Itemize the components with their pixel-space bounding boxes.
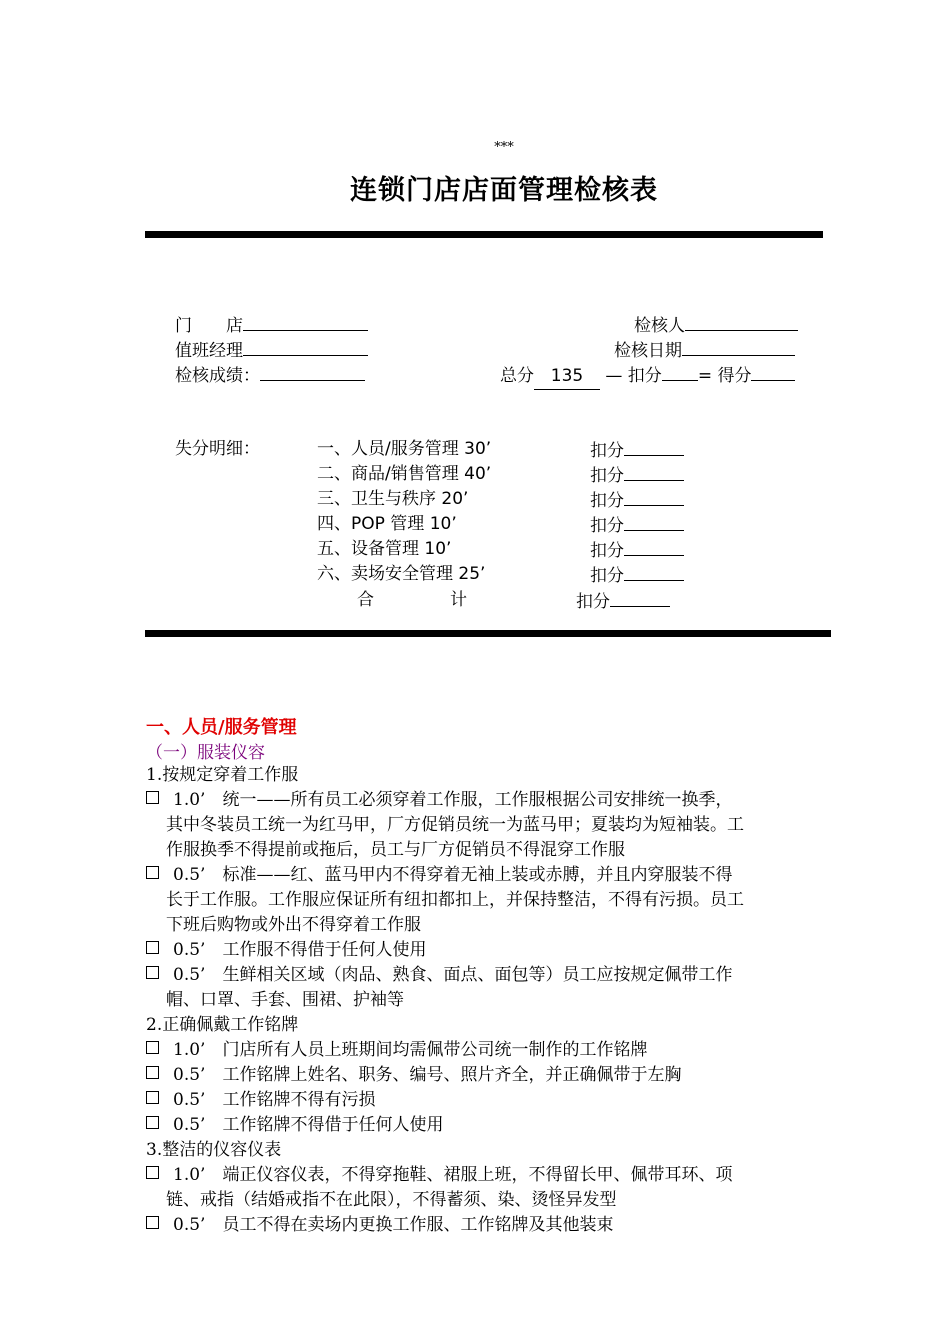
date-blank[interactable] [682, 337, 795, 356]
deduct-text: 扣分 [576, 592, 610, 612]
deduct-blank[interactable] [662, 362, 698, 381]
breakdown-item: 二、商品/销售管理 40’ [317, 464, 492, 484]
deduct-label: — 扣分 [605, 366, 662, 386]
breakdown-item: 三、卫生与秩序 20’ [317, 489, 469, 509]
group-heading: 2.正确佩戴工作铭牌 [146, 1015, 299, 1035]
deduct-text: 扣分 [590, 466, 624, 486]
checkbox[interactable] [146, 1091, 159, 1104]
breakdown-item: 四、POP 管理 10’ [317, 514, 457, 534]
breakdown-deduct [590, 487, 684, 514]
deduct-text: 扣分 [590, 441, 624, 461]
breakdown-deduct [590, 537, 684, 564]
middle-divider [145, 630, 831, 637]
header-stars: *** [494, 140, 514, 155]
breakdown-deduct [590, 512, 684, 539]
breakdown-item: 六、卖场安全管理 25’ [317, 564, 486, 584]
breakdown-total-deduct [576, 588, 670, 615]
deduct-blank[interactable] [624, 437, 684, 456]
inspector-blank[interactable] [685, 312, 798, 331]
subsection-title: （一）服装仪容 [146, 743, 265, 763]
deduct-text: 扣分 [590, 566, 624, 586]
date-field [614, 337, 795, 364]
group-heading: 3.整洁的仪容仪表 [146, 1140, 282, 1160]
item-text-cont: 长于工作服。工作服应保证所有纽扣都扣上，并保持整洁，不得有污损。员工 [166, 890, 744, 910]
result-blank[interactable] [260, 362, 365, 381]
total-label: 总分 [500, 366, 534, 386]
check-item [146, 788, 836, 863]
item-text: 1.0’ 端正仪容仪表，不得穿拖鞋、裙服上班，不得留长甲、佩带耳环、项 [173, 1165, 733, 1185]
item-text: 1.0’ 门店所有人员上班期间均需佩带公司统一制作的工作铭牌 [173, 1040, 648, 1060]
check-item [146, 938, 836, 963]
breakdown-deduct [590, 462, 684, 489]
equals-score-label: = 得分 [697, 366, 752, 386]
deduct-text: 扣分 [590, 491, 624, 511]
score-formula [500, 362, 795, 390]
check-item [146, 1163, 836, 1213]
breakdown-label: 失分明细： [175, 439, 260, 459]
item-text-cont: 其中冬装员工统一为红马甲，厂方促销员统一为蓝马甲；夏装均为短袖装。工 [166, 815, 744, 835]
check-item [146, 1063, 836, 1088]
check-item [146, 863, 836, 938]
section-title: 一、人员/服务管理 [146, 717, 297, 738]
inspector-label: 检核人 [634, 316, 685, 336]
date-label: 检核日期 [614, 341, 682, 361]
item-text-cont: 下班后购物或外出不得穿着工作服 [166, 915, 421, 935]
deduct-blank[interactable] [624, 462, 684, 481]
deduct-blank[interactable] [624, 537, 684, 556]
checkbox[interactable] [146, 1041, 159, 1054]
breakdown-item: 一、人员/服务管理 30’ [317, 439, 492, 459]
deduct-blank[interactable] [610, 588, 670, 607]
item-text: 0.5’ 标准——红、蓝马甲内不得穿着无袖上装或赤膊，并且内穿服装不得 [173, 865, 733, 885]
score-blank[interactable] [751, 362, 795, 381]
breakdown-total-b: 计 [450, 590, 467, 610]
total-value-text: 135 [550, 366, 584, 386]
store-label: 门 店 [175, 316, 243, 336]
item-text: 0.5’ 工作服不得借于任何人使用 [173, 940, 427, 960]
deduct-blank[interactable] [624, 562, 684, 581]
item-text-cont: 链、戒指（结婚戒指不在此限），不得蓄须、染、烫怪异发型 [166, 1190, 617, 1210]
group-heading: 1.按规定穿着工作服 [146, 765, 299, 785]
inspector-field [634, 312, 798, 339]
deduct-blank[interactable] [624, 487, 684, 506]
item-text: 1.0’ 统一——所有员工必须穿着工作服，工作服根据公司安排统一换季， [173, 790, 733, 810]
checkbox[interactable] [146, 1066, 159, 1079]
check-item [146, 1213, 836, 1238]
manager-blank[interactable] [243, 337, 368, 356]
checkbox[interactable] [146, 866, 159, 879]
page-title: 连锁门店店面管理检核表 [350, 175, 658, 206]
item-text: 0.5’ 工作铭牌上姓名、职务、编号、照片齐全，并正确佩带于左胸 [173, 1065, 682, 1085]
checkbox[interactable] [146, 966, 159, 979]
manager-label: 值班经理 [175, 341, 243, 361]
item-text: 0.5’ 工作铭牌不得有污损 [173, 1090, 376, 1110]
manager-field [175, 337, 368, 364]
deduct-text: 扣分 [590, 541, 624, 561]
item-text-cont: 帽、口罩、手套、围裙、护袖等 [166, 990, 404, 1010]
result-field [175, 362, 365, 389]
store-blank[interactable] [243, 312, 368, 331]
breakdown-deduct [590, 437, 684, 464]
checkbox[interactable] [146, 1116, 159, 1129]
item-text-cont: 作服换季不得提前或拖后，员工与厂方促销员不得混穿工作服 [166, 840, 625, 860]
total-value [534, 364, 600, 390]
top-divider [145, 231, 823, 238]
checkbox[interactable] [146, 791, 159, 804]
deduct-text: 扣分 [590, 516, 624, 536]
checkbox[interactable] [146, 1166, 159, 1179]
item-text: 0.5’ 生鲜相关区域（肉品、熟食、面点、面包等）员工应按规定佩带工作 [173, 965, 733, 985]
item-text: 0.5’ 员工不得在卖场内更换工作服、工作铭牌及其他装束 [173, 1215, 614, 1235]
breakdown-total-a: 合 [357, 590, 374, 610]
store-field [175, 312, 368, 339]
check-item [146, 1088, 836, 1113]
item-text: 0.5’ 工作铭牌不得借于任何人使用 [173, 1115, 444, 1135]
check-item [146, 963, 836, 1013]
breakdown-deduct [590, 562, 684, 589]
checkbox[interactable] [146, 941, 159, 954]
check-item [146, 1113, 836, 1138]
deduct-blank[interactable] [624, 512, 684, 531]
check-item [146, 1038, 836, 1063]
breakdown-item: 五、设备管理 10’ [317, 539, 452, 559]
result-label: 检核成绩： [175, 366, 260, 386]
checkbox[interactable] [146, 1216, 159, 1229]
